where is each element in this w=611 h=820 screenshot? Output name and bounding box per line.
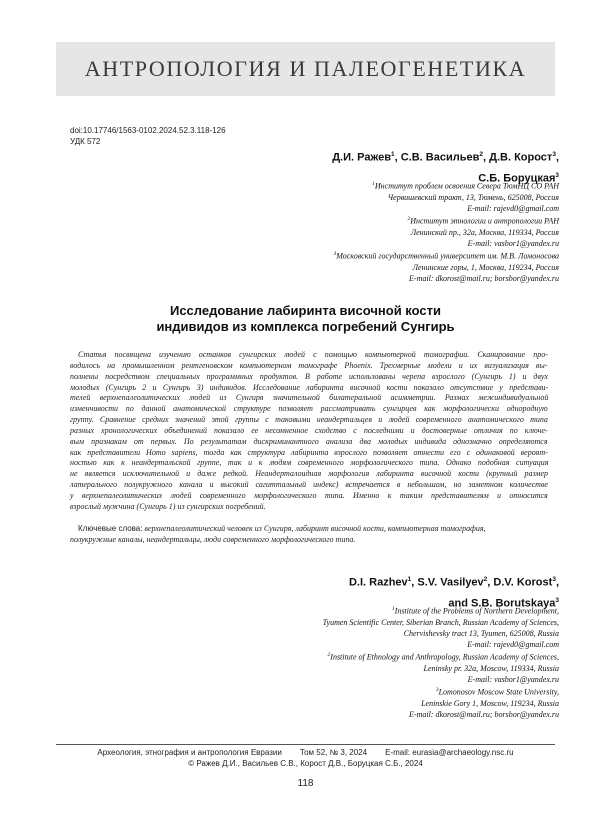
footer-journal: Археология, этнография и антропология Евразии	[97, 748, 282, 757]
author-name: S.V. Vasilyev	[417, 576, 484, 589]
affiliation-line: Chervishevsky tract 13, Tyumen, 625008, Russia	[403, 628, 559, 638]
affiliation-line: Ленинские горы, 1, Москва, 119234, Россия	[412, 262, 559, 272]
keywords-line: полукружные каналы, неандертальцы, люди современного морфологического типа.	[70, 534, 356, 544]
author-name: Д.И. Ражев	[332, 151, 391, 164]
affiliation-line: Leninskie Gory 1, Moscow, 119234, Russia	[421, 698, 559, 708]
abstract-line: как представители Homo sapiens, тогда как структура лабиринта взрослого позволяет отнести его с одинаковой вероят-	[70, 447, 548, 457]
abstract-line: не является исключительной и даже редкой. Неандерталоидная морфология лабиринта височной кости (крупный размер	[70, 469, 549, 479]
page-number: 118	[297, 778, 314, 789]
author-name: С.В. Васильев	[400, 151, 480, 164]
footer-line	[56, 747, 555, 758]
abstract-line: молодых (Сунгирь 2 и Сунгирь 3) индивидов. Исследование лабиринта височной кости показало отсутствие у представи-	[70, 382, 549, 392]
affiliations-en	[323, 604, 559, 720]
abstract-line: взрослый мужчина (Сунгирь 1) из сунгирских погребений.	[70, 501, 266, 511]
affiliation-line: $^1$Институт проблем освоения Севера ТюмНЦ СО РАН	[372, 181, 559, 191]
abstract-line: разных хронологических объединений показало ее несомненное сходство с последними и достоверные отличия по ключе-	[70, 425, 548, 435]
authors-en-line1: D.I. Razhev$^1$, S.V. Vasilyev$^2$, D.V. Korost$^3$,	[348, 576, 559, 589]
abstract-line: ностью как к неандертальской группе, так и к людям современного морфологического типа. Однако подобная ситуация	[70, 458, 549, 468]
udc: УДК 572	[70, 136, 101, 146]
abstract-line: Статья посвящена изучению останков сунгирских людей с помощью компьютерной томографии. Сканирование про-	[78, 350, 548, 359]
authors-ru-line2: С.Б. Боруцкая$^3$	[478, 171, 559, 185]
article-title	[70, 303, 541, 335]
title-line: индивидов из комплекса погребений Сунгирь	[156, 319, 455, 334]
affiliation-line: E-mail: vasbor1@yandex.ru	[467, 674, 559, 684]
affiliation-line: $^2$Institute of Ethnology and Anthropology, Russian Academy of Sciences,	[327, 652, 559, 662]
authors-en-line2: and S.B. Borutskaya$^3$	[448, 596, 559, 610]
keywords	[70, 524, 548, 546]
section-header-band	[56, 42, 555, 96]
footer-email: E-mail: eurasia@archaeology.nsc.ru	[385, 748, 514, 757]
affiliation-line: E-mail: rajevd0@gmail.com	[467, 203, 559, 213]
abstract	[70, 350, 548, 513]
section-title: АНТРОПОЛОГИЯ И ПАЛЕОГЕНЕТИКА	[84, 56, 527, 81]
abstract-line: вым признакам от первых. По результатам дискриминантного анализа два молодых индивида однозначно определяются	[70, 436, 548, 446]
footer-copyright: © Ражев Д.И., Васильев С.В., Корост Д.В., Боруцкая С.Б., 2024	[188, 759, 423, 768]
affiliation-line: E-mail: rajevd0@gmail.com	[467, 639, 559, 649]
article-meta	[70, 126, 226, 147]
footer-volume: Том 52, № 3, 2024	[299, 748, 368, 757]
affiliation-line: Tyumen Scientific Center, Siberian Branch, Russian Academy of Sciences,	[322, 617, 559, 627]
abstract-line: полнены посредством специальных программных продуктов. В работе использованы черепа взрослого (Сунгирь 1) и двух	[70, 371, 548, 381]
abstract-line: телей верхнепалеолитических людей из Сунгиря значительной билатеральной асимметрии. Размах межиндивидуальной	[70, 393, 549, 403]
affiliations-ru	[333, 179, 559, 284]
affiliation-line: E-mail: vasbor1@yandex.ru	[467, 238, 559, 248]
author-name: D.I. Razhev	[348, 576, 408, 589]
title-line: Исследование лабиринта височной кости	[169, 303, 442, 318]
keywords-line: Ключевые слова: верхнепалеолитический человек из Сунгиря, лабиринт височной кости, компьютерная томография,	[78, 524, 486, 533]
abstract-line: водилось на промышленном рентгеновском компьютерном томографе Phoenix. Трехмерные модели и их визуализация вы-	[70, 360, 548, 370]
affiliation-line: $^2$Институт этнологии и антропологии РАН	[407, 215, 559, 226]
abstract-line: группу. Сравнение средних значений этой группы с таковыми неандертальцев и людей современного анатомического типа	[70, 415, 548, 425]
authors-ru-line1: Д.И. Ражев$^1$, С.В. Васильев$^2$, Д.В. Корост$^3$,	[332, 151, 559, 164]
abstract-line: изменчивости по данной анатомической структуре позволяет рассматривать сунгирцев как морфологически однородную	[70, 404, 548, 414]
affiliation-line: $^3$Московский государственный университет им. М.В. Ломоносова	[333, 250, 559, 261]
affiliation-line: $^1$Institute of the Problems of Northern Development,	[391, 606, 559, 616]
journal-footer	[56, 744, 555, 769]
author-name: S.B. Borutskaya	[471, 597, 556, 610]
author-name: С.Б. Боруцкая	[478, 172, 556, 185]
affiliation-line: Leninsky pr. 32a, Moscow, 119334, Russia	[423, 663, 559, 673]
abstract-line: у верхнепалеолитических людей современного морфологического типа. Именно к таким представителям и относится	[70, 490, 548, 500]
affiliation-line: $^3$Lomonosov Moscow State University,	[435, 686, 559, 697]
affiliation-line: E-mail: dkorost@mail.ru; borsbor@yandex.ru	[409, 273, 559, 283]
doi: doi:10.17746/1563-0102.2024.52.3.118-126	[70, 126, 226, 135]
affiliation-line: E-mail: dkorost@mail.ru; borsbor@yandex.ru	[409, 709, 559, 719]
abstract-line: латерального полукружного канала и высокий сагиттальный индекс) встречается в небольшом, но заметном количестве	[70, 480, 548, 490]
affiliation-line: Червишевский тракт, 13, Тюмень, 625008, Россия	[387, 192, 559, 202]
author-name: D.V. Korost	[493, 576, 553, 589]
affiliation-line: Ленинский пр., 32а, Москва, 119334, Россия	[410, 227, 559, 237]
keywords-label: Ключевые слова:	[78, 524, 143, 533]
author-name: Д.В. Корост	[489, 151, 553, 164]
